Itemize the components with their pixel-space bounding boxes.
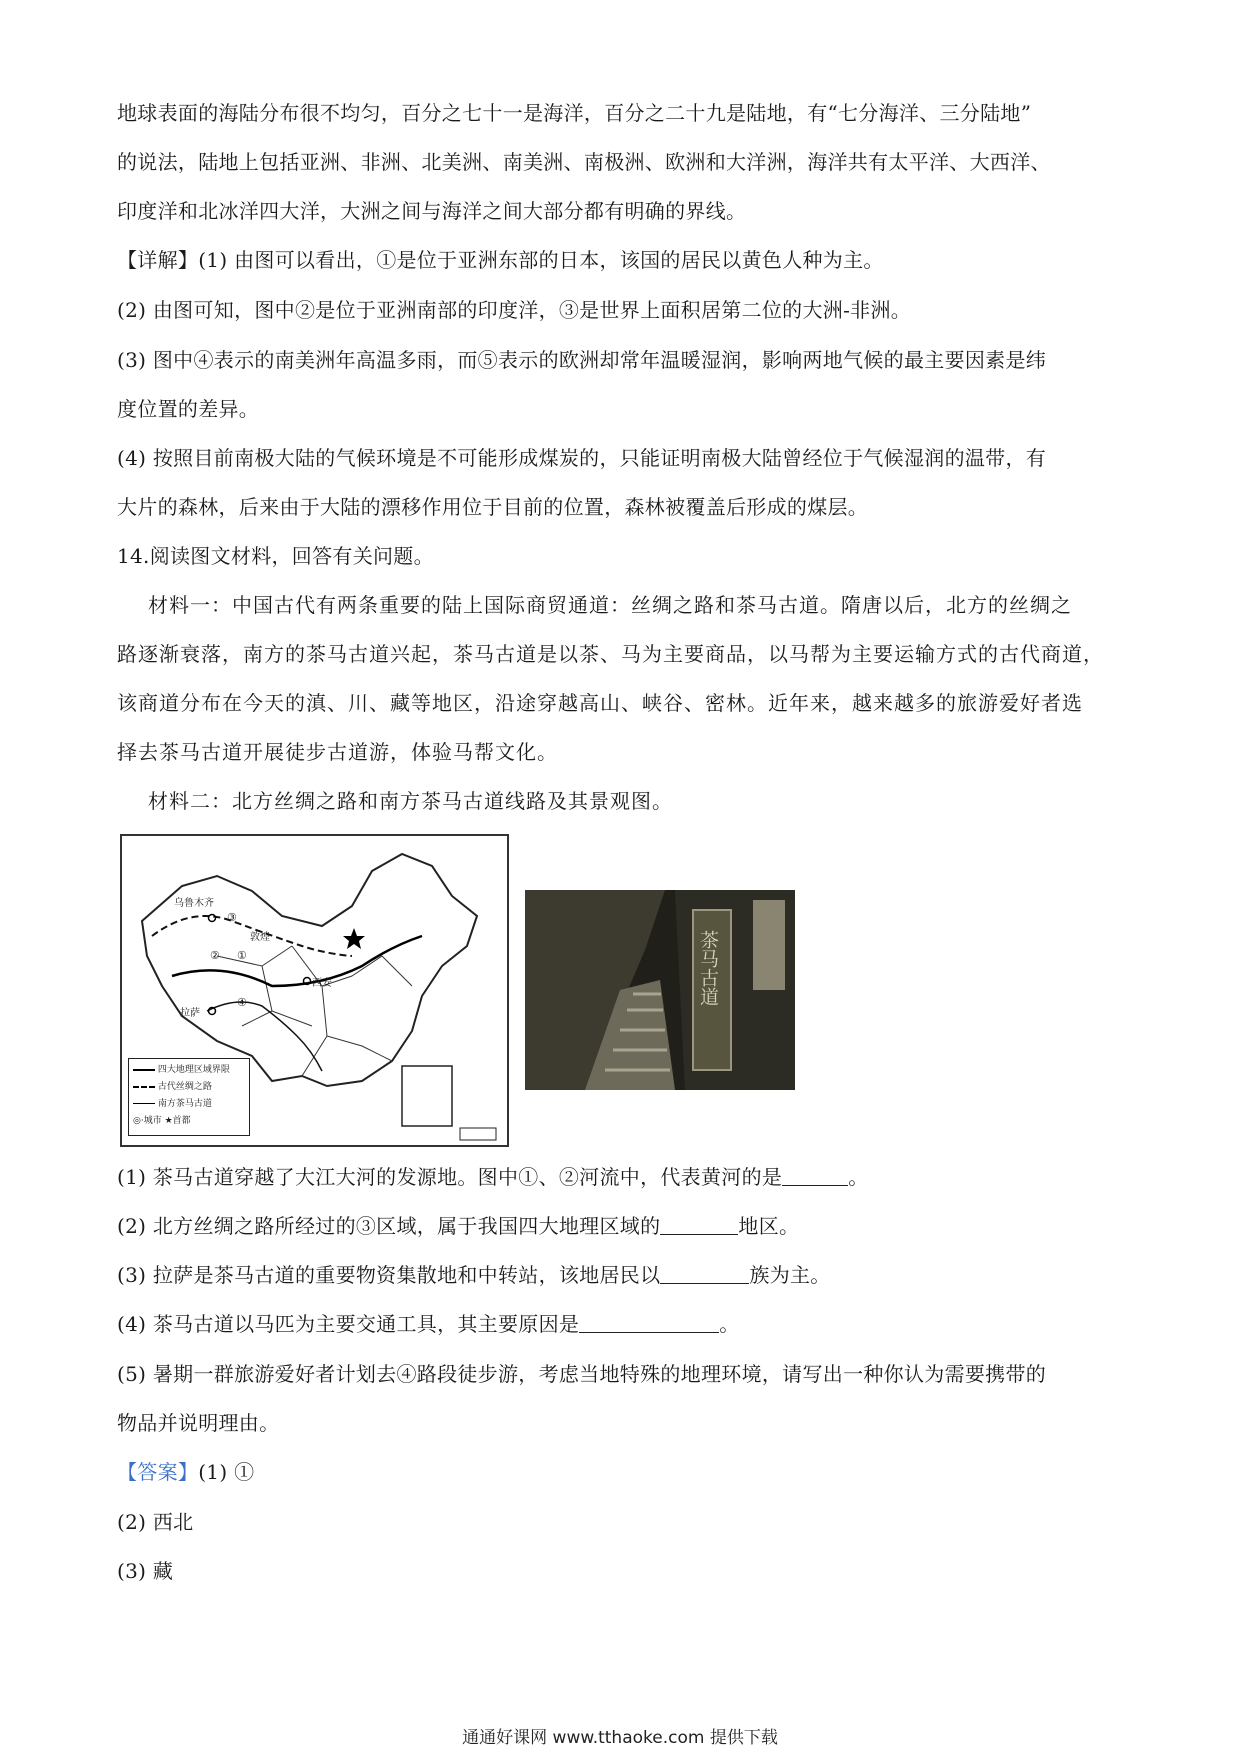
material-1-line-3: 该商道分布在今天的滇、川、藏等地区，沿途穿越高山、峡谷、密林。近年来，越来越多的旅游爱好者选 bbox=[117, 691, 1083, 715]
material-1-line-1: 材料一：中国古代有两条重要的陆上国际商贸通道：丝绸之路和茶马古道。隋唐以后，北方的丝绸之 bbox=[148, 593, 1072, 617]
answer-2: (2) 西北 bbox=[117, 1510, 194, 1534]
detail-p3a: (3) 图中④表示的南美洲年高温多雨，而⑤表示的欧洲却常年温暖湿润，影响两地气候的最主要因素是纬 bbox=[117, 348, 1047, 372]
sub-question-1: (1) 茶马古道穿越了大江大河的发源地。图中①、②河流中，代表黄河的是 。 bbox=[117, 1165, 869, 1189]
detail-p2: (2) 由图可知，图中②是位于亚洲南部的印度洋，③是世界上面积居第二位的大洲-非洲。 bbox=[117, 298, 912, 322]
tea-horse-road-photo bbox=[525, 890, 795, 1090]
answer-3: (3) 藏 bbox=[117, 1559, 174, 1583]
answer-1: (1) ① bbox=[198, 1460, 255, 1484]
label-lhasa: 拉萨 bbox=[180, 1008, 200, 1019]
sub-question-5a: (5) 暑期一群旅游爱好者计划去④路段徒步游，考虑当地特殊的地理环境，请写出一种你认为需要携带的 bbox=[117, 1362, 1047, 1386]
detail-p4b: 大片的森林，后来由于大陆的漂移作用位于目前的位置，森林被覆盖后形成的煤层。 bbox=[117, 495, 869, 519]
capital-star-icon bbox=[343, 928, 365, 949]
legend-item-tea-horse: 南方茶马古道 bbox=[133, 1096, 245, 1113]
sub-question-2: (2) 北方丝绸之路所经过的③区域，属于我国四大地理区域的 地区。 bbox=[117, 1214, 800, 1238]
detail-p4a: (4) 按照目前南极大陆的气候环境是不可能形成煤炭的，只能证明南极大陆曾经位于气候湿润的温带，有 bbox=[117, 446, 1047, 470]
legend-item-boundary: 四大地理区域界限 bbox=[133, 1062, 245, 1079]
map-legend bbox=[128, 1058, 250, 1136]
sub-question-4: (4) 茶马古道以马匹为主要交通工具，其主要原因是 。 bbox=[117, 1312, 740, 1336]
marker-4: ④ bbox=[237, 996, 247, 1009]
label-dunhuang: 敦煌 bbox=[250, 932, 270, 943]
marker-2: ② bbox=[210, 949, 220, 962]
detail-line-1 bbox=[117, 246, 884, 274]
page-footer: 通通好课网 www.tthaoke.com 提供下载 bbox=[462, 1728, 778, 1748]
answer-blank-4 bbox=[579, 1312, 719, 1333]
intro-line-2: 的说法，陆地上包括亚洲、非洲、北美洲、南美洲、南极洲、欧洲和大洋洲，海洋共有太平洋、大西洋、 bbox=[117, 150, 1051, 174]
stone-sign-text: 茶马古道 bbox=[697, 930, 719, 1006]
answer-blank-1 bbox=[782, 1165, 848, 1186]
marker-3: ③ bbox=[227, 911, 237, 924]
intro-line-1: 地球表面的海陆分布很不均匀，百分之七十一是海洋，百分之二十九是陆地，有“七分海洋、三分陆地” bbox=[117, 101, 1032, 125]
legend-item-silk-road: 古代丝绸之路 bbox=[133, 1079, 245, 1096]
sub-question-5b: 物品并说明理由。 bbox=[117, 1411, 280, 1435]
answer-blank-2 bbox=[660, 1214, 738, 1235]
detail-p3b: 度位置的差异。 bbox=[117, 397, 260, 421]
label-urumqi: 乌鲁木齐 bbox=[174, 898, 214, 909]
city-urumqi-marker bbox=[209, 915, 216, 922]
material-2-line: 材料二：北方丝绸之路和南方茶马古道线路及其景观图。 bbox=[148, 789, 673, 813]
detail-p1: (1) 由图可以看出，①是位于亚洲东部的日本，该国的居民以黄色人种为主。 bbox=[198, 248, 884, 272]
material-1-line-4: 择去茶马古道开展徒步古道游，体验马帮文化。 bbox=[117, 740, 558, 764]
sub-question-3: (3) 拉萨是茶马古道的重要物资集散地和中转站，该地居民以 族为主。 bbox=[117, 1263, 831, 1287]
answer-blank-3 bbox=[660, 1263, 749, 1284]
q14-title: 14.阅读图文材料，回答有关问题。 bbox=[117, 544, 434, 568]
legend-item-city: ◎·城市 ★首都 bbox=[133, 1116, 191, 1126]
detail-label: 【详解】 bbox=[117, 248, 199, 272]
south-sea-inset bbox=[402, 1066, 452, 1126]
scale-box bbox=[460, 1128, 496, 1140]
marker-1: ① bbox=[237, 949, 247, 962]
photo-scene bbox=[525, 890, 795, 1090]
intro-line-3: 印度洋和北冰洋四大洋，大洲之间与海洋之间大部分都有明确的界线。 bbox=[117, 199, 747, 223]
material-1-line-2: 路逐渐衰落，南方的茶马古道兴起，茶马古道是以茶、马为主要商品，以马帮为主要运输方式的古代商道， bbox=[117, 642, 1104, 666]
answer-line-1 bbox=[117, 1458, 254, 1486]
answer-label: 【答案】 bbox=[117, 1460, 199, 1484]
china-routes-map bbox=[120, 834, 509, 1147]
label-xian: 西安 bbox=[312, 978, 332, 989]
